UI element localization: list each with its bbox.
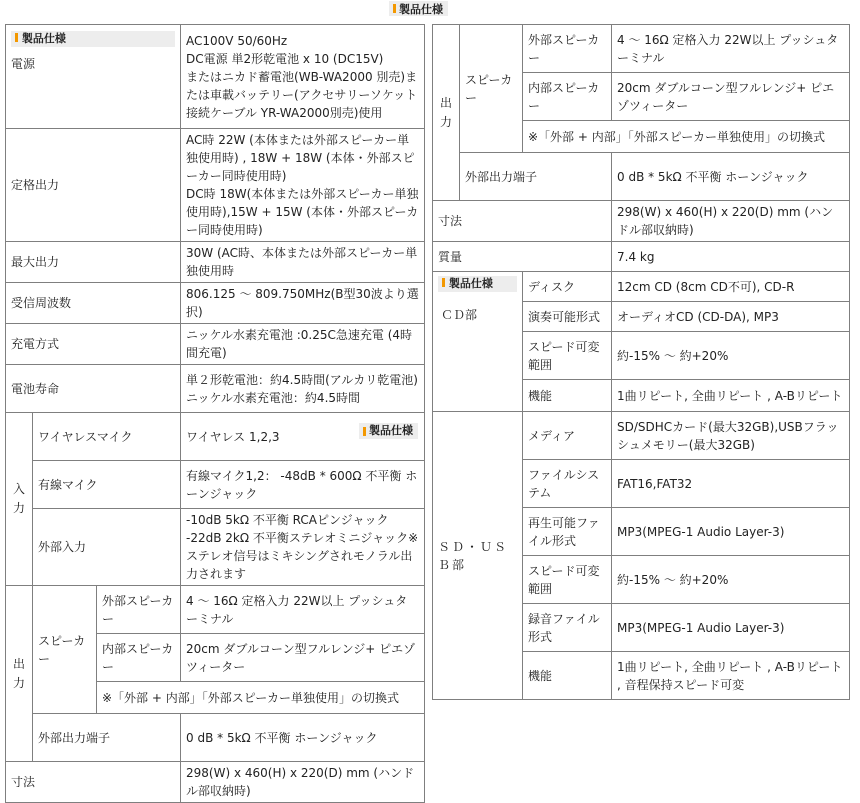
row-value: ニッケル水素充電池 :0.25C急速充電 (4時間充電) — [181, 324, 425, 365]
row-label: 内部スピーカー — [97, 634, 181, 682]
row-label: ファイルシステム — [523, 460, 612, 508]
row-note: ※「外部 + 内部」「外部スピーカー単独使用」の切換式 — [97, 682, 425, 714]
row-value: オーディオCD (CD-DA), MP3 — [612, 302, 850, 332]
row-value: 20cm ダブルコーン型フルレンジ+ ピエゾツィーター — [612, 73, 850, 121]
row-cd-disc — [433, 272, 850, 302]
row-value: 20cm ダブルコーン型フルレンジ+ ピエゾツィーター — [181, 634, 425, 682]
row-value: SD/SDHCカード(最大32GB),USBフラッシュメモリー(最大32GB) — [612, 412, 850, 460]
group-label-speaker: スピーカー — [460, 25, 523, 153]
badge-bar-icon — [363, 427, 366, 436]
badge-bar-icon — [15, 33, 18, 42]
row-value: 298(W) x 460(H) x 220(D) mm (ハンドル部収納時) — [181, 762, 425, 803]
row-input-wired — [6, 461, 425, 509]
row-dimensions — [433, 201, 850, 242]
row-label: 受信周波数 — [6, 283, 181, 324]
row-dimensions — [6, 762, 425, 803]
row-value: 有線マイク1,2： -48dB * 600Ω 不平衡 ホーンジャック — [181, 461, 425, 509]
row-sd-media — [433, 412, 850, 460]
row-value: MP3(MPEG-1 Audio Layer-3) — [612, 604, 850, 652]
page-badge-label: 製品仕様 — [399, 2, 443, 16]
row-label: 外部入力 — [33, 509, 181, 586]
row-label: ディスク — [523, 272, 612, 302]
row-label: 寸法 — [433, 201, 612, 242]
row-label: 寸法 — [6, 762, 181, 803]
row-label: 録音ファイル形式 — [523, 604, 612, 652]
row-value: AC100V 50/60Hz DC電源 単2形乾電池 x 10 (DC15V) またはニカド蓄電池(WB-WA2000 別売)または車載バッテリー(アクセサリーソケット接続ケーブル YR-WA2000別売)使用 — [181, 25, 425, 129]
spec-table-right — [432, 24, 850, 700]
section-badge: 製品仕様 — [359, 423, 418, 439]
row-weight — [433, 242, 850, 272]
row-value: 単２形乾電池：約4.5時間(アルカリ乾電池) ニッケル水素充電池：約4.5時間 — [181, 365, 425, 413]
row-value: -10dB 5kΩ 不平衡 RCAピンジャック -22dB 2kΩ 不平衡ステレオミニジャック※ステレオ信号はミキシングされモノラル出力されます — [181, 509, 425, 586]
row-value: ワイヤレス 1,2,3 製品仕様 — [181, 413, 425, 461]
row-value: FAT16,FAT32 — [612, 460, 850, 508]
row-label: 外部出力端子 — [460, 153, 612, 201]
row-value: 4 ～ 16Ω 定格入力 22W以上 プッシュターミナル — [181, 586, 425, 634]
row-value: 0 dB * 5kΩ 不平衡 ホーンジャック — [181, 714, 425, 762]
group-label-output: 出 力 — [433, 25, 460, 201]
row-value: MP3(MPEG-1 Audio Layer-3) — [612, 508, 850, 556]
row-value: 298(W) x 460(H) x 220(D) mm (ハンドル部収納時) — [612, 201, 850, 242]
row-label: 質量 — [433, 242, 612, 272]
row-label: ワイヤレスマイク — [33, 413, 181, 461]
section-badge: 製品仕様 — [438, 276, 517, 292]
row-max-output — [6, 242, 425, 283]
spec-table-left — [5, 24, 425, 803]
row-value: 約-15% ～ 約+20% — [612, 332, 850, 380]
row-rated-output — [6, 129, 425, 242]
row-power — [6, 25, 425, 129]
row-battery-life — [6, 365, 425, 413]
row-label: 製品仕様 電源 — [6, 25, 181, 129]
row-label: メディア — [523, 412, 612, 460]
row-value: 0 dB * 5kΩ 不平衡 ホーンジャック — [612, 153, 850, 201]
row-label: 有線マイク — [33, 461, 181, 509]
section-badge: 製品仕様 — [11, 31, 175, 47]
group-label-speaker: スピーカー — [33, 586, 97, 714]
row-value: 1曲リピート, 全曲リピート , A-Bリピート — [612, 380, 850, 412]
row-label: 最大出力 — [6, 242, 181, 283]
row-value: AC時 22W (本体または外部スピーカー単独使用時) , 18W + 18W (本体・外部スピーカー同時使用時) DC時 18W(本体または外部スピーカー単独使用時),15W + 15W (本体・外部スピーカー同時使用時) — [181, 129, 425, 242]
row-value: 約-15% ～ 約+20% — [612, 556, 850, 604]
row-note: ※「外部 + 内部」「外部スピーカー単独使用」の切換式 — [523, 121, 850, 153]
row-label: 外部スピーカー — [97, 586, 181, 634]
row-label: 電池寿命 — [6, 365, 181, 413]
row-label: 再生可能ファイル形式 — [523, 508, 612, 556]
group-label-sd: ＳＤ・ＵＳＢ部 — [433, 412, 523, 700]
row-value: 1曲リピート, 全曲リピート , A-Bリピート , 音程保持スピード可変 — [612, 652, 850, 700]
row-input-wireless — [6, 413, 425, 461]
row-label: 外部出力端子 — [33, 714, 181, 762]
row-label: 定格出力 — [6, 129, 181, 242]
row-output-ext-speaker — [6, 586, 425, 634]
row-label: 機能 — [523, 652, 612, 700]
row-output-terminal — [6, 714, 425, 762]
row-input-external — [6, 509, 425, 586]
group-label-cd: 製品仕様 ＣＤ部 — [433, 272, 523, 412]
row-label: 演奏可能形式 — [523, 302, 612, 332]
row-label: スピード可変範囲 — [523, 332, 612, 380]
row-output-ext-speaker — [433, 25, 850, 73]
row-label: スピード可変範囲 — [523, 556, 612, 604]
row-value: 7.4 kg — [612, 242, 850, 272]
badge-bar-icon — [442, 278, 445, 287]
group-label-output: 出 力 — [6, 586, 33, 762]
row-charging — [6, 324, 425, 365]
row-label: 機能 — [523, 380, 612, 412]
row-value: 4 ～ 16Ω 定格入力 22W以上 プッシュターミナル — [612, 25, 850, 73]
row-label: 充電方式 — [6, 324, 181, 365]
page-badge — [389, 1, 448, 16]
row-value: 30W (AC時、本体または外部スピーカー単独使用時 — [181, 242, 425, 283]
row-label: 外部スピーカー — [523, 25, 612, 73]
row-value: 806.125 ～ 809.750MHz(B型30波より選択) — [181, 283, 425, 324]
group-label-input: 入 力 — [6, 413, 33, 586]
row-label: 内部スピーカー — [523, 73, 612, 121]
row-rx-freq — [6, 283, 425, 324]
row-output-terminal — [433, 153, 850, 201]
row-value: 12cm CD (8cm CD不可), CD-R — [612, 272, 850, 302]
badge-bar-icon — [393, 4, 396, 13]
